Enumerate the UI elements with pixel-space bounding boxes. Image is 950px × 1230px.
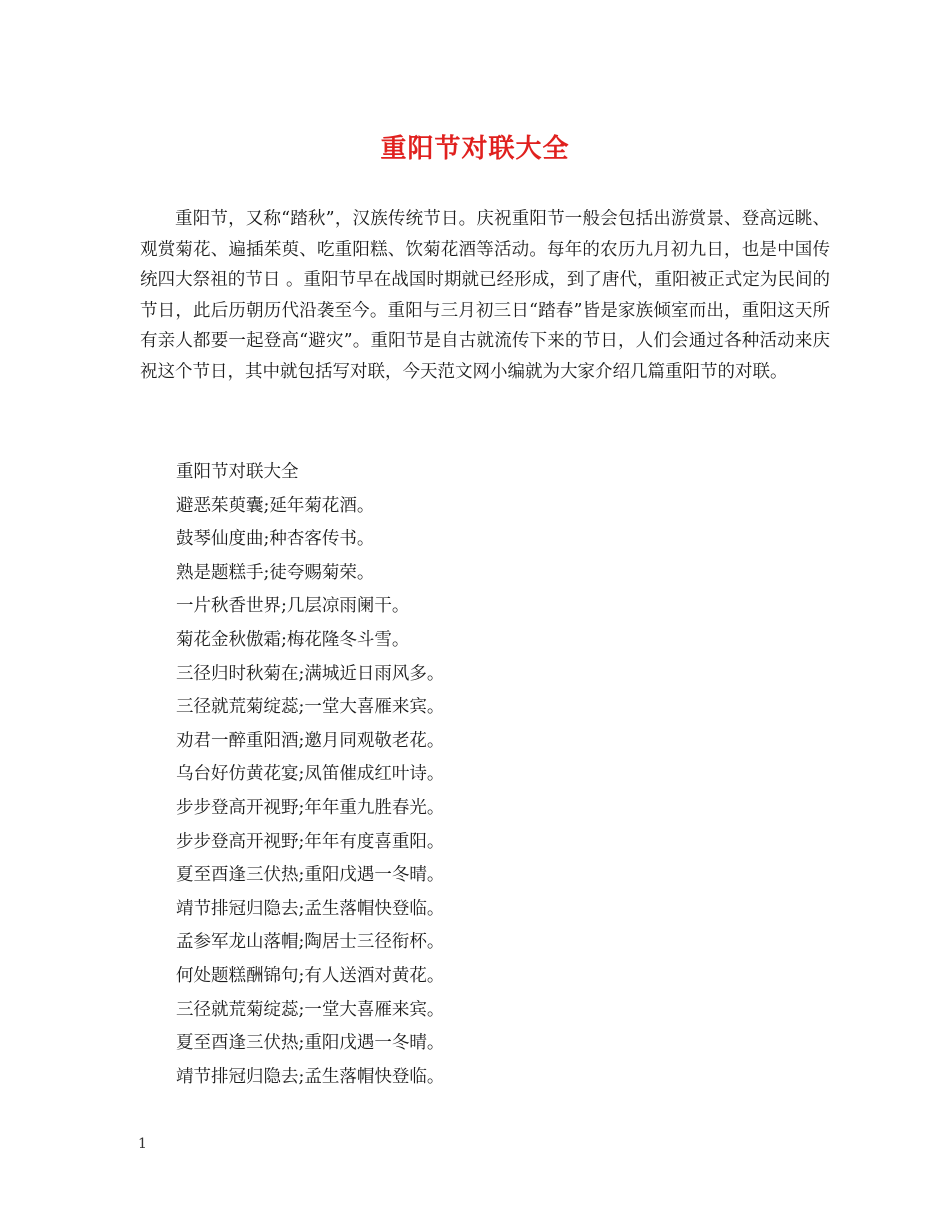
list-item: 靖节排冠归隐去;孟生落帽快登临。 <box>176 898 445 919</box>
list-item: 三径归时秋菊在;满城近日雨风多。 <box>176 663 445 684</box>
list-item: 步步登高开视野;年年重九胜春光。 <box>176 797 445 818</box>
list-item: 一片秋香世界;几层凉雨阑干。 <box>176 596 410 617</box>
list-item: 乌台好仿黄花宴;凤笛催成红叶诗。 <box>176 764 445 785</box>
couplet-list <box>176 456 816 1094</box>
list-item: 步步登高开视野;年年有度喜重阳。 <box>176 831 445 852</box>
list-item: 鼓琴仙度曲;种杏客传书。 <box>176 529 375 550</box>
list-item: 三径就荒菊绽蕊;一堂大喜雁来宾。 <box>176 697 445 718</box>
list-item: 菊花金秋傲霜;梅花隆冬斗雪。 <box>176 629 410 650</box>
list-item: 何处题糕酬锦句;有人送酒对黄花。 <box>176 965 445 986</box>
list-item: 孟参军龙山落帽;陶居士三径衔杯。 <box>176 932 445 953</box>
list-item: 重阳节对联大全 <box>176 462 299 482</box>
page-number: 1 <box>138 1136 147 1152</box>
intro-paragraph: 重阳节，又称“踏秋”，汉族传统节日。庆祝重阳节一般会包括出游赏景、登高远眺、观赏菊花、遍插茱萸、吃重阳糕、饮菊花酒等活动。每年的农历九月初九日，也是中国传统四大祭祖的节日 。重阳节早在战国时期就已经形成，到了唐代，重阳被正式定为民间的节日，此后历朝历代沿袭至今。重阳与三月初三日“踏春”皆是家族倾室而出，重阳这天所有亲人都要一起登高“避灾”。重阳节是自古就流传下来的节日，人们会通过各种活动来庆祝这个节日，其中就包括写对联，今天范文网小编就为大家介绍几篇重阳节的对联。 <box>140 209 830 382</box>
list-item: 三径就荒菊绽蕊;一堂大喜雁来宾。 <box>176 999 445 1020</box>
list-item: 熟是题糕手;徒夸赐菊荣。 <box>176 562 375 583</box>
page-title: 重阳节对联大全 <box>380 134 570 164</box>
list-item: 夏至酉逢三伏热;重阳戊遇一冬晴。 <box>176 1033 445 1054</box>
list-item: 避恶茱萸囊;延年菊花酒。 <box>176 495 375 516</box>
list-item: 靖节排冠归隐去;孟生落帽快登临。 <box>176 1066 445 1087</box>
list-item: 劝君一醉重阳酒;邀月同观敬老花。 <box>176 730 445 751</box>
list-item: 夏至酉逢三伏热;重阳戊遇一冬晴。 <box>176 865 445 886</box>
